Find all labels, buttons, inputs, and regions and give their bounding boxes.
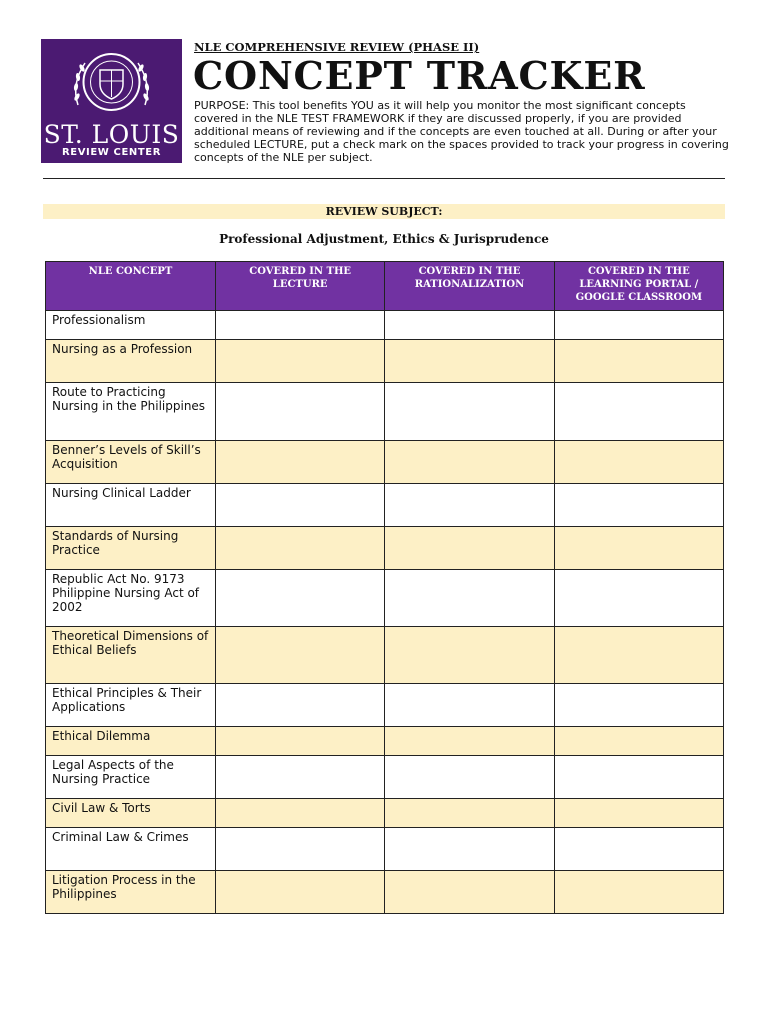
table-row bbox=[46, 727, 724, 756]
page-title: CONCEPT TRACKER bbox=[193, 53, 646, 98]
lecture-check-cell[interactable] bbox=[216, 570, 385, 627]
table-row bbox=[46, 311, 724, 340]
rationalization-check-cell[interactable] bbox=[385, 627, 554, 684]
concept-cell: Litigation Process in the Philippines bbox=[46, 871, 216, 914]
portal-check-cell[interactable] bbox=[554, 484, 723, 527]
rationalization-check-cell[interactable] bbox=[385, 727, 554, 756]
column-header-learning-portal: COVERED IN THE LEARNING PORTAL / GOOGLE CLASSROOM bbox=[554, 262, 723, 311]
lecture-check-cell[interactable] bbox=[216, 383, 385, 441]
portal-check-cell[interactable] bbox=[554, 756, 723, 799]
review-subject-label: REVIEW SUBJECT: bbox=[43, 204, 725, 219]
review-subject-name: Professional Adjustment, Ethics & Jurisprudence bbox=[219, 232, 549, 246]
column-header-rationalization: COVERED IN THE RATIONALIZATION bbox=[385, 262, 554, 311]
logo-name: ST. LOUIS bbox=[43, 120, 180, 149]
portal-check-cell[interactable] bbox=[554, 383, 723, 441]
concept-cell: Nursing as a Profession bbox=[46, 340, 216, 383]
lecture-check-cell[interactable] bbox=[216, 871, 385, 914]
rationalization-check-cell[interactable] bbox=[385, 484, 554, 527]
portal-check-cell[interactable] bbox=[554, 684, 723, 727]
concept-cell: Ethical Dilemma bbox=[46, 727, 216, 756]
portal-check-cell[interactable] bbox=[554, 441, 723, 484]
header-subtitle: NLE COMPREHENSIVE REVIEW (PHASE II) bbox=[194, 40, 480, 54]
lecture-check-cell[interactable] bbox=[216, 484, 385, 527]
table-row bbox=[46, 340, 724, 383]
portal-check-cell[interactable] bbox=[554, 627, 723, 684]
table-row bbox=[46, 627, 724, 684]
rationalization-check-cell[interactable] bbox=[385, 871, 554, 914]
lecture-check-cell[interactable] bbox=[216, 799, 385, 828]
concept-cell: Nursing Clinical Ladder bbox=[46, 484, 216, 527]
purpose-text: PURPOSE: This tool benefits YOU as it will help you monitor the most significant concepts covered in the NLE TEST FRAMEWORK if they are discussed properly, if you are provided additional means of reviewing and if the concepts are even touched at all. During or after your scheduled LECTURE, put a check mark on the spaces provided to track your progress in covering concepts of the NLE per subject. bbox=[194, 99, 729, 164]
logo-subtitle: REVIEW CENTER bbox=[61, 147, 162, 158]
portal-check-cell[interactable] bbox=[554, 871, 723, 914]
table-row bbox=[46, 484, 724, 527]
portal-check-cell[interactable] bbox=[554, 570, 723, 627]
rationalization-check-cell[interactable] bbox=[385, 340, 554, 383]
portal-check-cell[interactable] bbox=[554, 340, 723, 383]
portal-check-cell[interactable] bbox=[554, 828, 723, 871]
header-divider bbox=[43, 178, 725, 179]
lecture-check-cell[interactable] bbox=[216, 441, 385, 484]
concept-cell: Legal Aspects of the Nursing Practice bbox=[46, 756, 216, 799]
table-row bbox=[46, 383, 724, 441]
table-header-row bbox=[46, 262, 724, 311]
concept-cell: Theoretical Dimensions of Ethical Beliefs bbox=[46, 627, 216, 684]
concept-cell: Civil Law & Torts bbox=[46, 799, 216, 828]
concept-cell: Professionalism bbox=[46, 311, 216, 340]
rationalization-check-cell[interactable] bbox=[385, 570, 554, 627]
portal-check-cell[interactable] bbox=[554, 727, 723, 756]
concept-cell: Criminal Law & Crimes bbox=[46, 828, 216, 871]
rationalization-check-cell[interactable] bbox=[385, 311, 554, 340]
portal-check-cell[interactable] bbox=[554, 799, 723, 828]
concept-cell: Route to Practicing Nursing in the Philippines bbox=[46, 383, 216, 441]
st-louis-logo bbox=[41, 39, 182, 163]
rationalization-check-cell[interactable] bbox=[385, 383, 554, 441]
concept-cell: Standards of Nursing Practice bbox=[46, 527, 216, 570]
lecture-check-cell[interactable] bbox=[216, 311, 385, 340]
table-row bbox=[46, 527, 724, 570]
lecture-check-cell[interactable] bbox=[216, 756, 385, 799]
lecture-check-cell[interactable] bbox=[216, 627, 385, 684]
rationalization-check-cell[interactable] bbox=[385, 799, 554, 828]
lecture-check-cell[interactable] bbox=[216, 527, 385, 570]
concept-tracker-table bbox=[45, 261, 724, 914]
table-row bbox=[46, 756, 724, 799]
table-row bbox=[46, 441, 724, 484]
rationalization-check-cell[interactable] bbox=[385, 828, 554, 871]
lecture-check-cell[interactable] bbox=[216, 684, 385, 727]
rationalization-check-cell[interactable] bbox=[385, 527, 554, 570]
lecture-check-cell[interactable] bbox=[216, 727, 385, 756]
column-header-concept: NLE CONCEPT bbox=[46, 262, 216, 311]
table-row bbox=[46, 799, 724, 828]
rationalization-check-cell[interactable] bbox=[385, 684, 554, 727]
portal-check-cell[interactable] bbox=[554, 311, 723, 340]
lecture-check-cell[interactable] bbox=[216, 340, 385, 383]
table-row bbox=[46, 570, 724, 627]
concept-cell: Benner’s Levels of Skill’s Acquisition bbox=[46, 441, 216, 484]
table-row bbox=[46, 871, 724, 914]
column-header-lecture: COVERED IN THE LECTURE bbox=[216, 262, 385, 311]
lecture-check-cell[interactable] bbox=[216, 828, 385, 871]
rationalization-check-cell[interactable] bbox=[385, 756, 554, 799]
concept-cell: Ethical Principles & Their Applications bbox=[46, 684, 216, 727]
table-row bbox=[46, 828, 724, 871]
table-row bbox=[46, 684, 724, 727]
rationalization-check-cell[interactable] bbox=[385, 441, 554, 484]
concept-cell: Republic Act No. 9173 Philippine Nursing Act of 2002 bbox=[46, 570, 216, 627]
portal-check-cell[interactable] bbox=[554, 527, 723, 570]
